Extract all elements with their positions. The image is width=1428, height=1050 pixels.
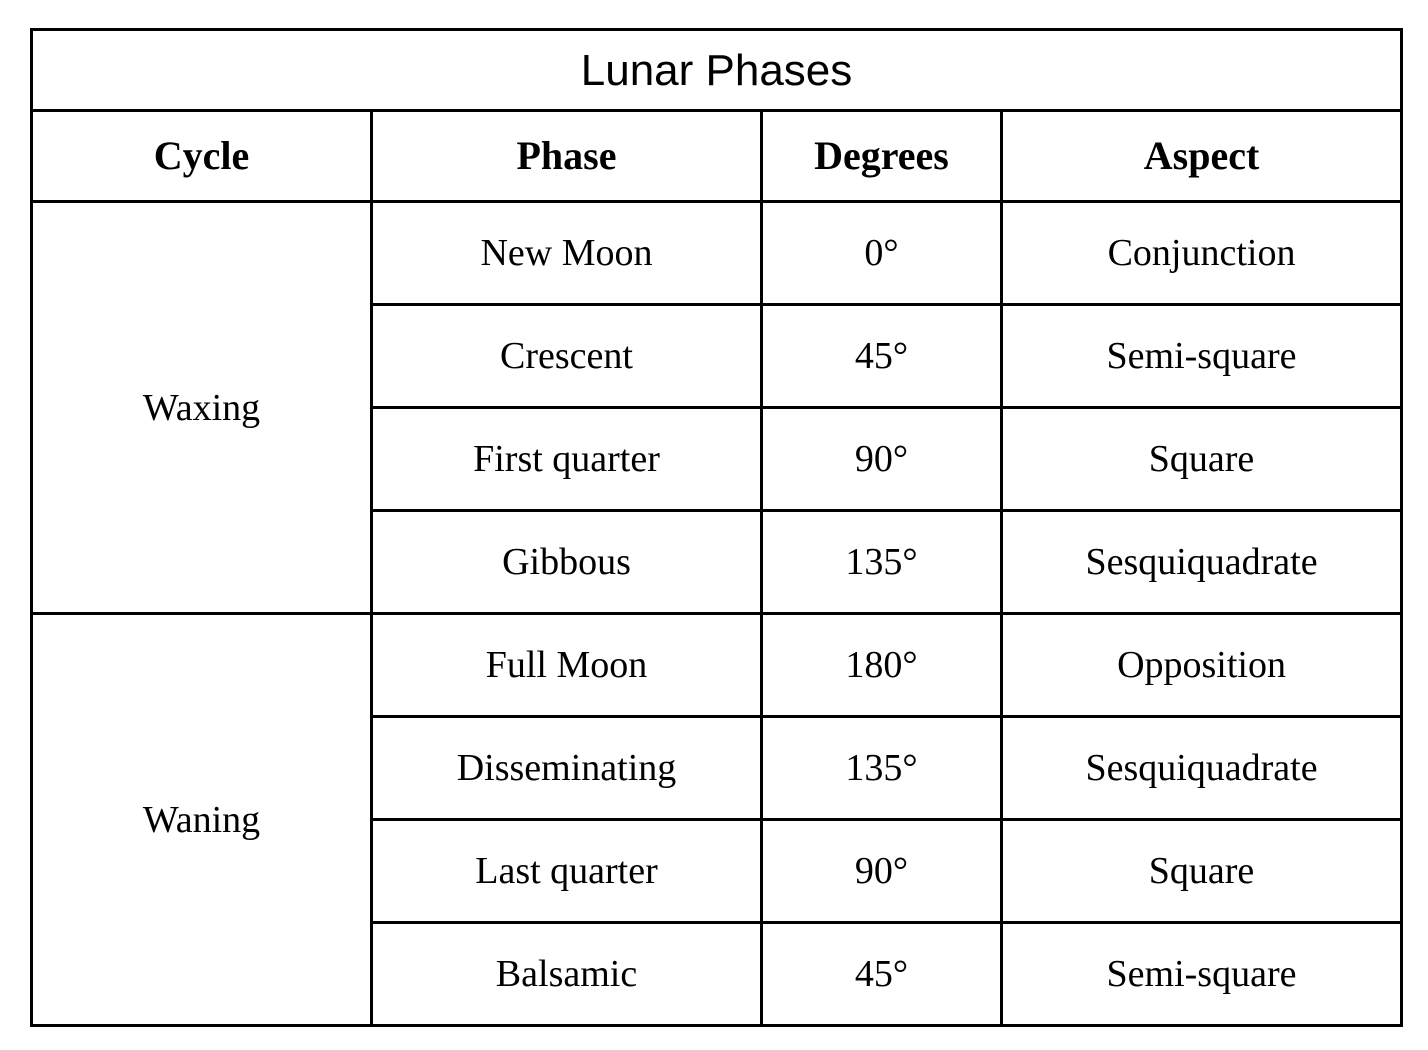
aspect-cell: Square: [1002, 408, 1402, 511]
aspect-cell: Conjunction: [1002, 202, 1402, 305]
degrees-cell: 135°: [762, 511, 1002, 614]
aspect-cell: Semi-square: [1002, 923, 1402, 1026]
phase-cell: First quarter: [372, 408, 762, 511]
degrees-cell: 45°: [762, 923, 1002, 1026]
aspect-cell: Semi-square: [1002, 305, 1402, 408]
table-title: Lunar Phases: [32, 30, 1402, 111]
degrees-cell: 45°: [762, 305, 1002, 408]
degrees-cell: 90°: [762, 408, 1002, 511]
aspect-cell: Sesquiquadrate: [1002, 511, 1402, 614]
table-row: [32, 202, 1402, 305]
aspect-cell: Square: [1002, 820, 1402, 923]
aspect-cell: Opposition: [1002, 614, 1402, 717]
header-aspect: Aspect: [1002, 111, 1402, 202]
header-phase: Phase: [372, 111, 762, 202]
phase-cell: Balsamic: [372, 923, 762, 1026]
header-cycle: Cycle: [32, 111, 372, 202]
degrees-cell: 180°: [762, 614, 1002, 717]
phase-cell: New Moon: [372, 202, 762, 305]
degrees-cell: 90°: [762, 820, 1002, 923]
header-degrees: Degrees: [762, 111, 1002, 202]
phase-cell: Last quarter: [372, 820, 762, 923]
phase-cell: Gibbous: [372, 511, 762, 614]
degrees-cell: 135°: [762, 717, 1002, 820]
cycle-cell-waxing: Waxing: [32, 202, 372, 614]
phase-cell: Disseminating: [372, 717, 762, 820]
phase-cell: Crescent: [372, 305, 762, 408]
cycle-cell-waning: Waning: [32, 614, 372, 1026]
degrees-cell: 0°: [762, 202, 1002, 305]
aspect-cell: Sesquiquadrate: [1002, 717, 1402, 820]
table-row: [32, 614, 1402, 717]
lunar-phases-table: [30, 28, 1403, 1027]
phase-cell: Full Moon: [372, 614, 762, 717]
